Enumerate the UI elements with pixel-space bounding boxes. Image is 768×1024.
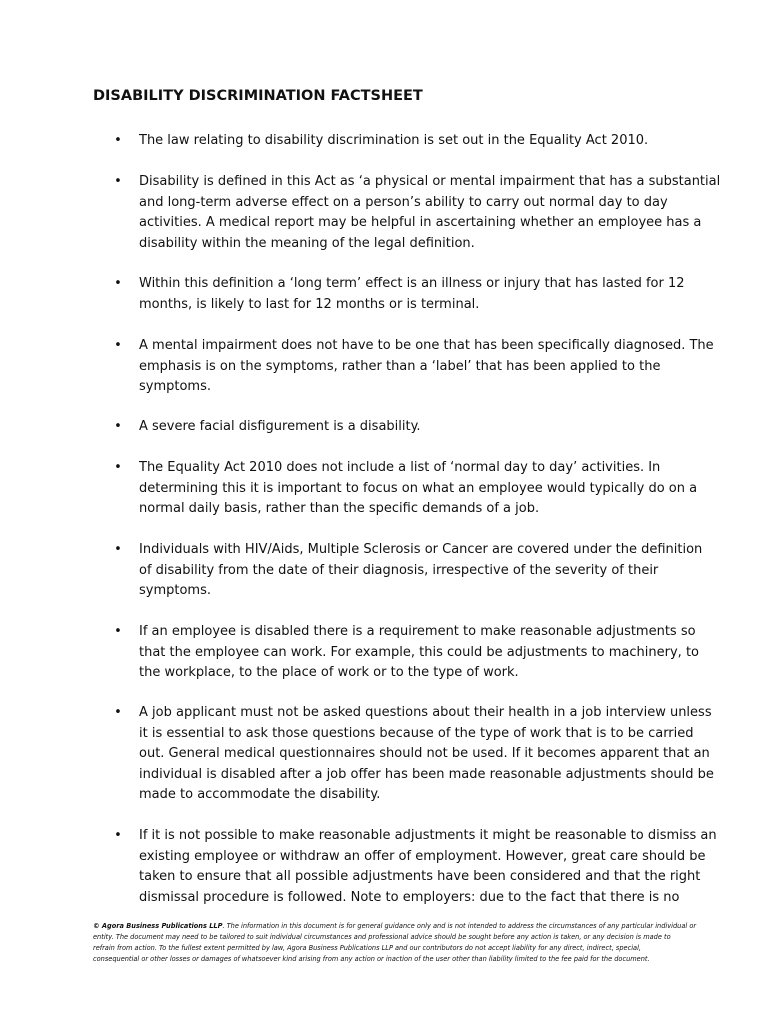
bullet-text: [139, 622, 699, 684]
footer-line-2: entity. The document may need to be tailored to suit individual circumstances and professional advice should be sought before any action is taken, or any decision is made to: [93, 933, 671, 941]
bullet-text-line: Disability is defined in this Act as ‘a physical or mental impairment that has a substantial: [139, 174, 721, 189]
footer-line-1: [93, 921, 703, 932]
bullet-icon: •: [114, 542, 122, 557]
bullet-text: [139, 703, 714, 806]
bullet-text-line: symptoms.: [139, 379, 212, 394]
footer-disclaimer: [93, 921, 703, 965]
bullet-text-line: of disability from the date of their diagnosis, irrespective of the severity of their: [139, 562, 659, 578]
bullet-text-line: A severe facial disfigurement is a disability.: [139, 419, 421, 434]
bullet-text-line: taken to ensure that all possible adjustments have been considered and that the right: [139, 869, 701, 884]
bullet-text-line: dismissal procedure is followed. Note to employers: due to the fact that there is no: [139, 889, 680, 905]
bullet-icon: •: [114, 419, 122, 434]
bullet-text-line: determining this it is important to focus on what an employee would typically do on a: [139, 480, 698, 496]
document-title: DISABILITY DISCRIMINATION FACTSHEET: [93, 88, 423, 104]
bullet-text: [139, 131, 694, 152]
bullet-text-line: months, is likely to last for 12 months or is terminal.: [139, 296, 480, 312]
footer-line-3: refrain from action. To the fullest extent permitted by law, Agora Business Publications LLP and our contributors do not accept liability for any direct, indirect, special,: [93, 944, 641, 952]
bullet-text-line: it is essential to ask those questions because of the type of work that is to be carried: [139, 725, 694, 741]
bullet-text: [139, 172, 721, 254]
bullet-text-line: that the employee can work. For example, this could be adjustments to machinery, to: [139, 644, 699, 660]
footer-line-4: consequential or other losses or damages of whatsoever kind arising from any action or inaction of the user other than liability limited to the fee paid for the document.: [93, 955, 650, 963]
bullet-icon: •: [114, 133, 122, 148]
bullet-text-line: A job applicant must not be asked questions about their health in a job interview unless: [139, 705, 712, 720]
footer-copyright: © Agora Business Publications LLP: [93, 922, 223, 930]
bullet-icon: •: [114, 624, 122, 639]
bullet-text-line: symptoms.: [139, 583, 212, 598]
bullet-text-line: disability within the meaning of the legal definition.: [139, 235, 475, 251]
bullet-text: [139, 336, 714, 398]
bullet-text-line: made to accommodate the disability.: [139, 787, 381, 802]
bullet-text-line: The Equality Act 2010 does not include a list of ‘normal day to day’ activities. In: [139, 460, 661, 475]
bullet-text-line: If it is not possible to make reasonable adjustments it might be reasonable to dismiss an: [139, 828, 717, 843]
bullet-text-line: A mental impairment does not have to be one that has been specifically diagnosed. The: [139, 338, 714, 353]
bullet-text: [139, 826, 717, 908]
bullet-icon: •: [114, 276, 122, 291]
bullet-text-line: activities. A medical report may be helpful in ascertaining whether an employee has a: [139, 215, 702, 230]
bullet-text-line: If an employee is disabled there is a requirement to make reasonable adjustments so: [139, 624, 696, 639]
bullet-text-line: The law relating to disability discrimination is set out in the Equality Act 2010.: [139, 133, 649, 148]
bullet-text-line: emphasis is on the symptoms, rather than a ‘label’ that has been applied to the: [139, 358, 661, 374]
bullet-text-line: Individuals with HIV/Aids, Multiple Sclerosis or Cancer are covered under the definition: [139, 542, 703, 557]
bullet-text-line: the workplace, to the place of work or to the type of work.: [139, 665, 519, 680]
bullet-text-line: Within this definition a ‘long term’ effect is an illness or injury that has lasted for 12: [139, 276, 685, 291]
bullet-text-line: out. General medical questionnaires should not be used. If it becomes apparent that an: [139, 746, 710, 761]
bullet-text-line: existing employee or withdraw an offer of employment. However, great care should be: [139, 848, 706, 864]
bullet-text-line: normal daily basis, rather than the specific demands of a job.: [139, 501, 540, 516]
bullet-icon: •: [114, 460, 122, 475]
bullet-text: [139, 540, 703, 602]
bullet-text: [139, 417, 694, 438]
bullet-icon: •: [114, 174, 122, 189]
bullet-icon: •: [114, 338, 122, 353]
bullet-text-line: individual is disabled after a job offer has been made reasonable adjustments should be: [139, 766, 714, 782]
bullet-icon: •: [114, 705, 122, 720]
bullet-text: [139, 274, 694, 315]
footer-line-1-text: . The information in this document is for general guidance only and is not intended to address the circumstances of any particular individual or: [222, 922, 697, 930]
bullet-text-line: and long-term adverse effect on a person’s ability to carry out normal day to day: [139, 194, 668, 210]
bullet-text: [139, 458, 698, 520]
bullet-icon: •: [114, 828, 122, 843]
